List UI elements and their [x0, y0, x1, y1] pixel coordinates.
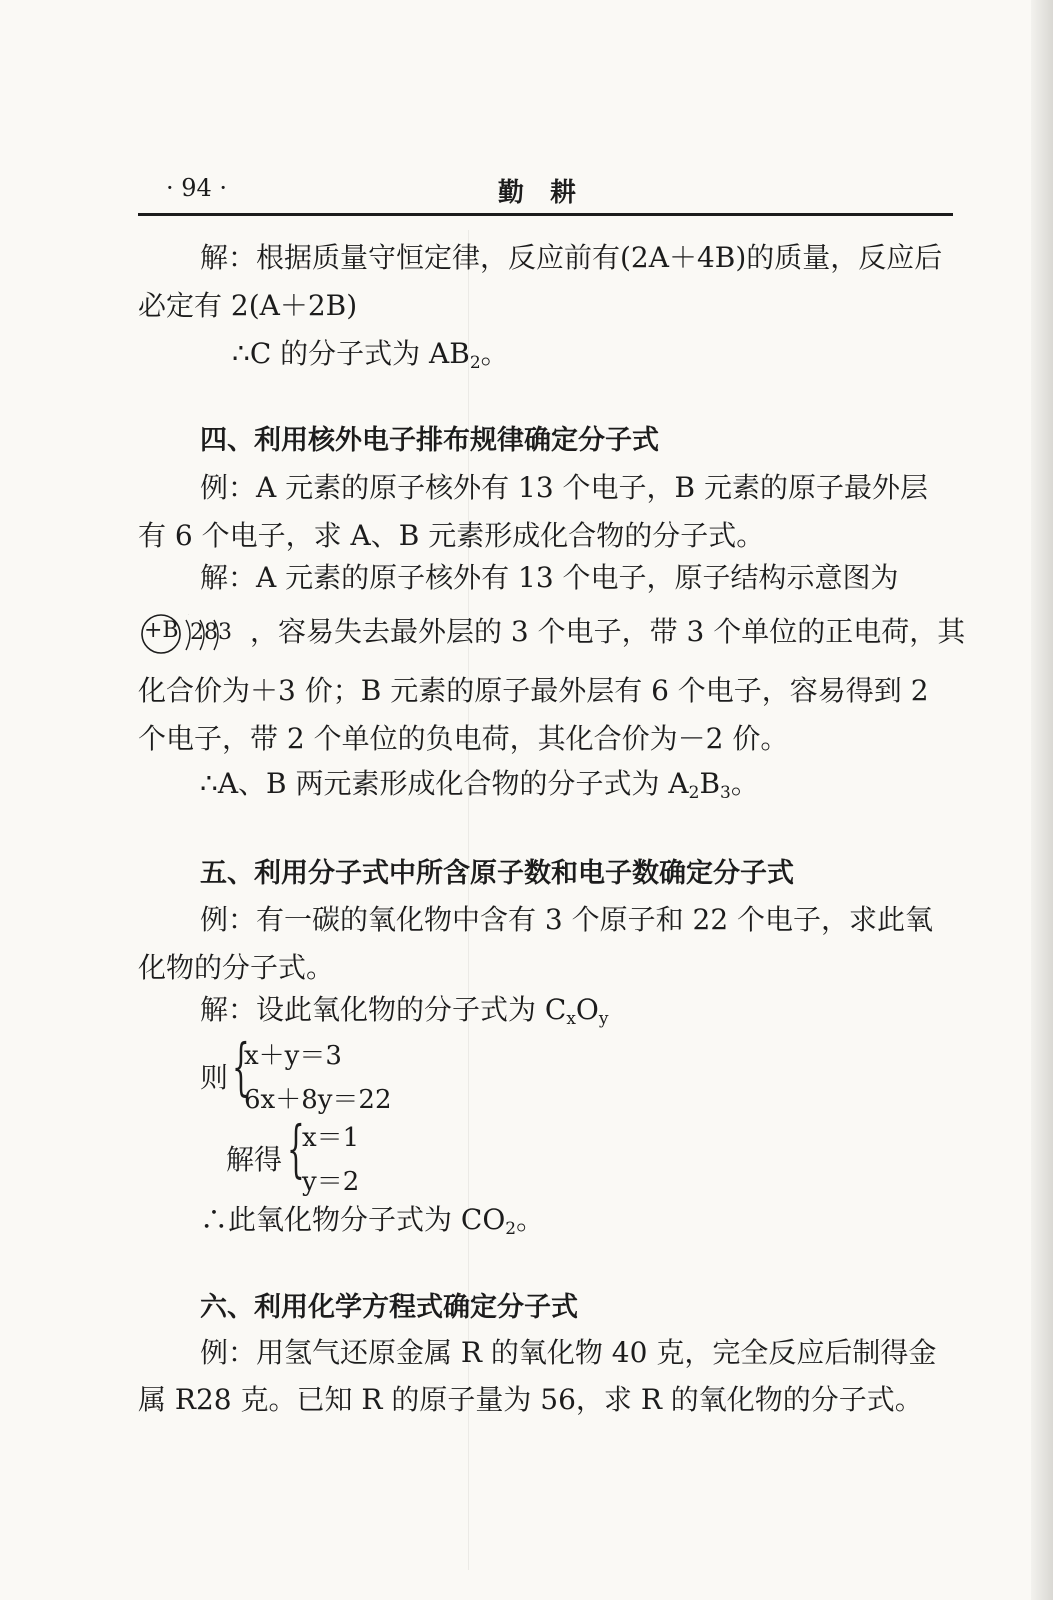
example-text: 例：用氢气还原金属 R 的氧化物 40 克，完全反应后制得金 — [200, 1336, 937, 1369]
solution-text: ，容易失去最外层的 3 个电子，带 3 个单位的正电荷，其 — [250, 615, 966, 648]
page-number: · 94 · — [166, 174, 228, 202]
equation-brace: { — [232, 1030, 250, 1103]
conclusion: ∴A、B 两元素形成化合物的分子式为 $A_2B_3$。 — [200, 767, 759, 803]
equation-1: x＋y＝3 — [244, 1041, 342, 1071]
section-heading-6: 六、利用化学方程式确定分子式 — [200, 1292, 578, 1323]
atom-structure-diagram — [140, 614, 250, 674]
equation-2: 6x＋8y＝22 — [244, 1085, 392, 1115]
example-text: 化物的分子式。 — [138, 951, 335, 984]
result-brace: { — [287, 1112, 305, 1185]
example-text: 例：有一碳的氧化物中含有 3 个原子和 22 个电子，求此氧 — [200, 903, 934, 936]
atom-nucleus-label: +B — [144, 618, 179, 643]
example-text: 属 R28 克。已知 R 的原子量为 56，求 R 的氧化物的分子式。 — [138, 1383, 923, 1416]
header-rule — [138, 213, 953, 216]
solution-text: 必定有 2(A＋2B) — [138, 289, 358, 322]
solution-text: 解：A 元素的原子核外有 13 个电子，原子结构示意图为 — [200, 561, 899, 594]
solution-text: 解：根据质量守恒定律，反应前有(2A＋4B)的质量，反应后 — [200, 241, 943, 274]
section-heading-4: 四、利用核外电子排布规律确定分子式 — [200, 425, 659, 456]
then-label: 则 — [200, 1061, 229, 1094]
section-heading-5: 五、利用分子式中所含原子数和电子数确定分子式 — [200, 858, 794, 889]
page-header — [138, 170, 953, 210]
solution-text: 化合价为＋3 价；B 元素的原子最外层有 6 个电子，容易得到 2 — [138, 674, 929, 707]
page-edge-shadow — [1031, 0, 1053, 1600]
example-text: 例：A 元素的原子核外有 13 个电子，B 元素的原子最外层 — [200, 471, 929, 504]
result-2: y＝2 — [302, 1167, 360, 1197]
conclusion: ∴C 的分子式为 $AB_2$。 — [232, 337, 509, 373]
conclusion: ∴此氧化物分子式为 $CO_2$。 — [200, 1203, 545, 1239]
running-title: 勤耕 — [498, 178, 603, 208]
atom-shell-electrons: 283 — [190, 620, 232, 645]
solution-text: 解：设此氧化物的分子式为 $C_xO_y$ — [200, 993, 609, 1029]
example-text: 有 6 个电子，求 A、B 元素形成化合物的分子式。 — [138, 519, 765, 552]
solution-text: 个电子，带 2 个单位的负电荷，其化合价为－2 价。 — [138, 722, 789, 755]
result-1: x＝1 — [302, 1123, 360, 1153]
solve-label: 解得 — [226, 1143, 283, 1176]
